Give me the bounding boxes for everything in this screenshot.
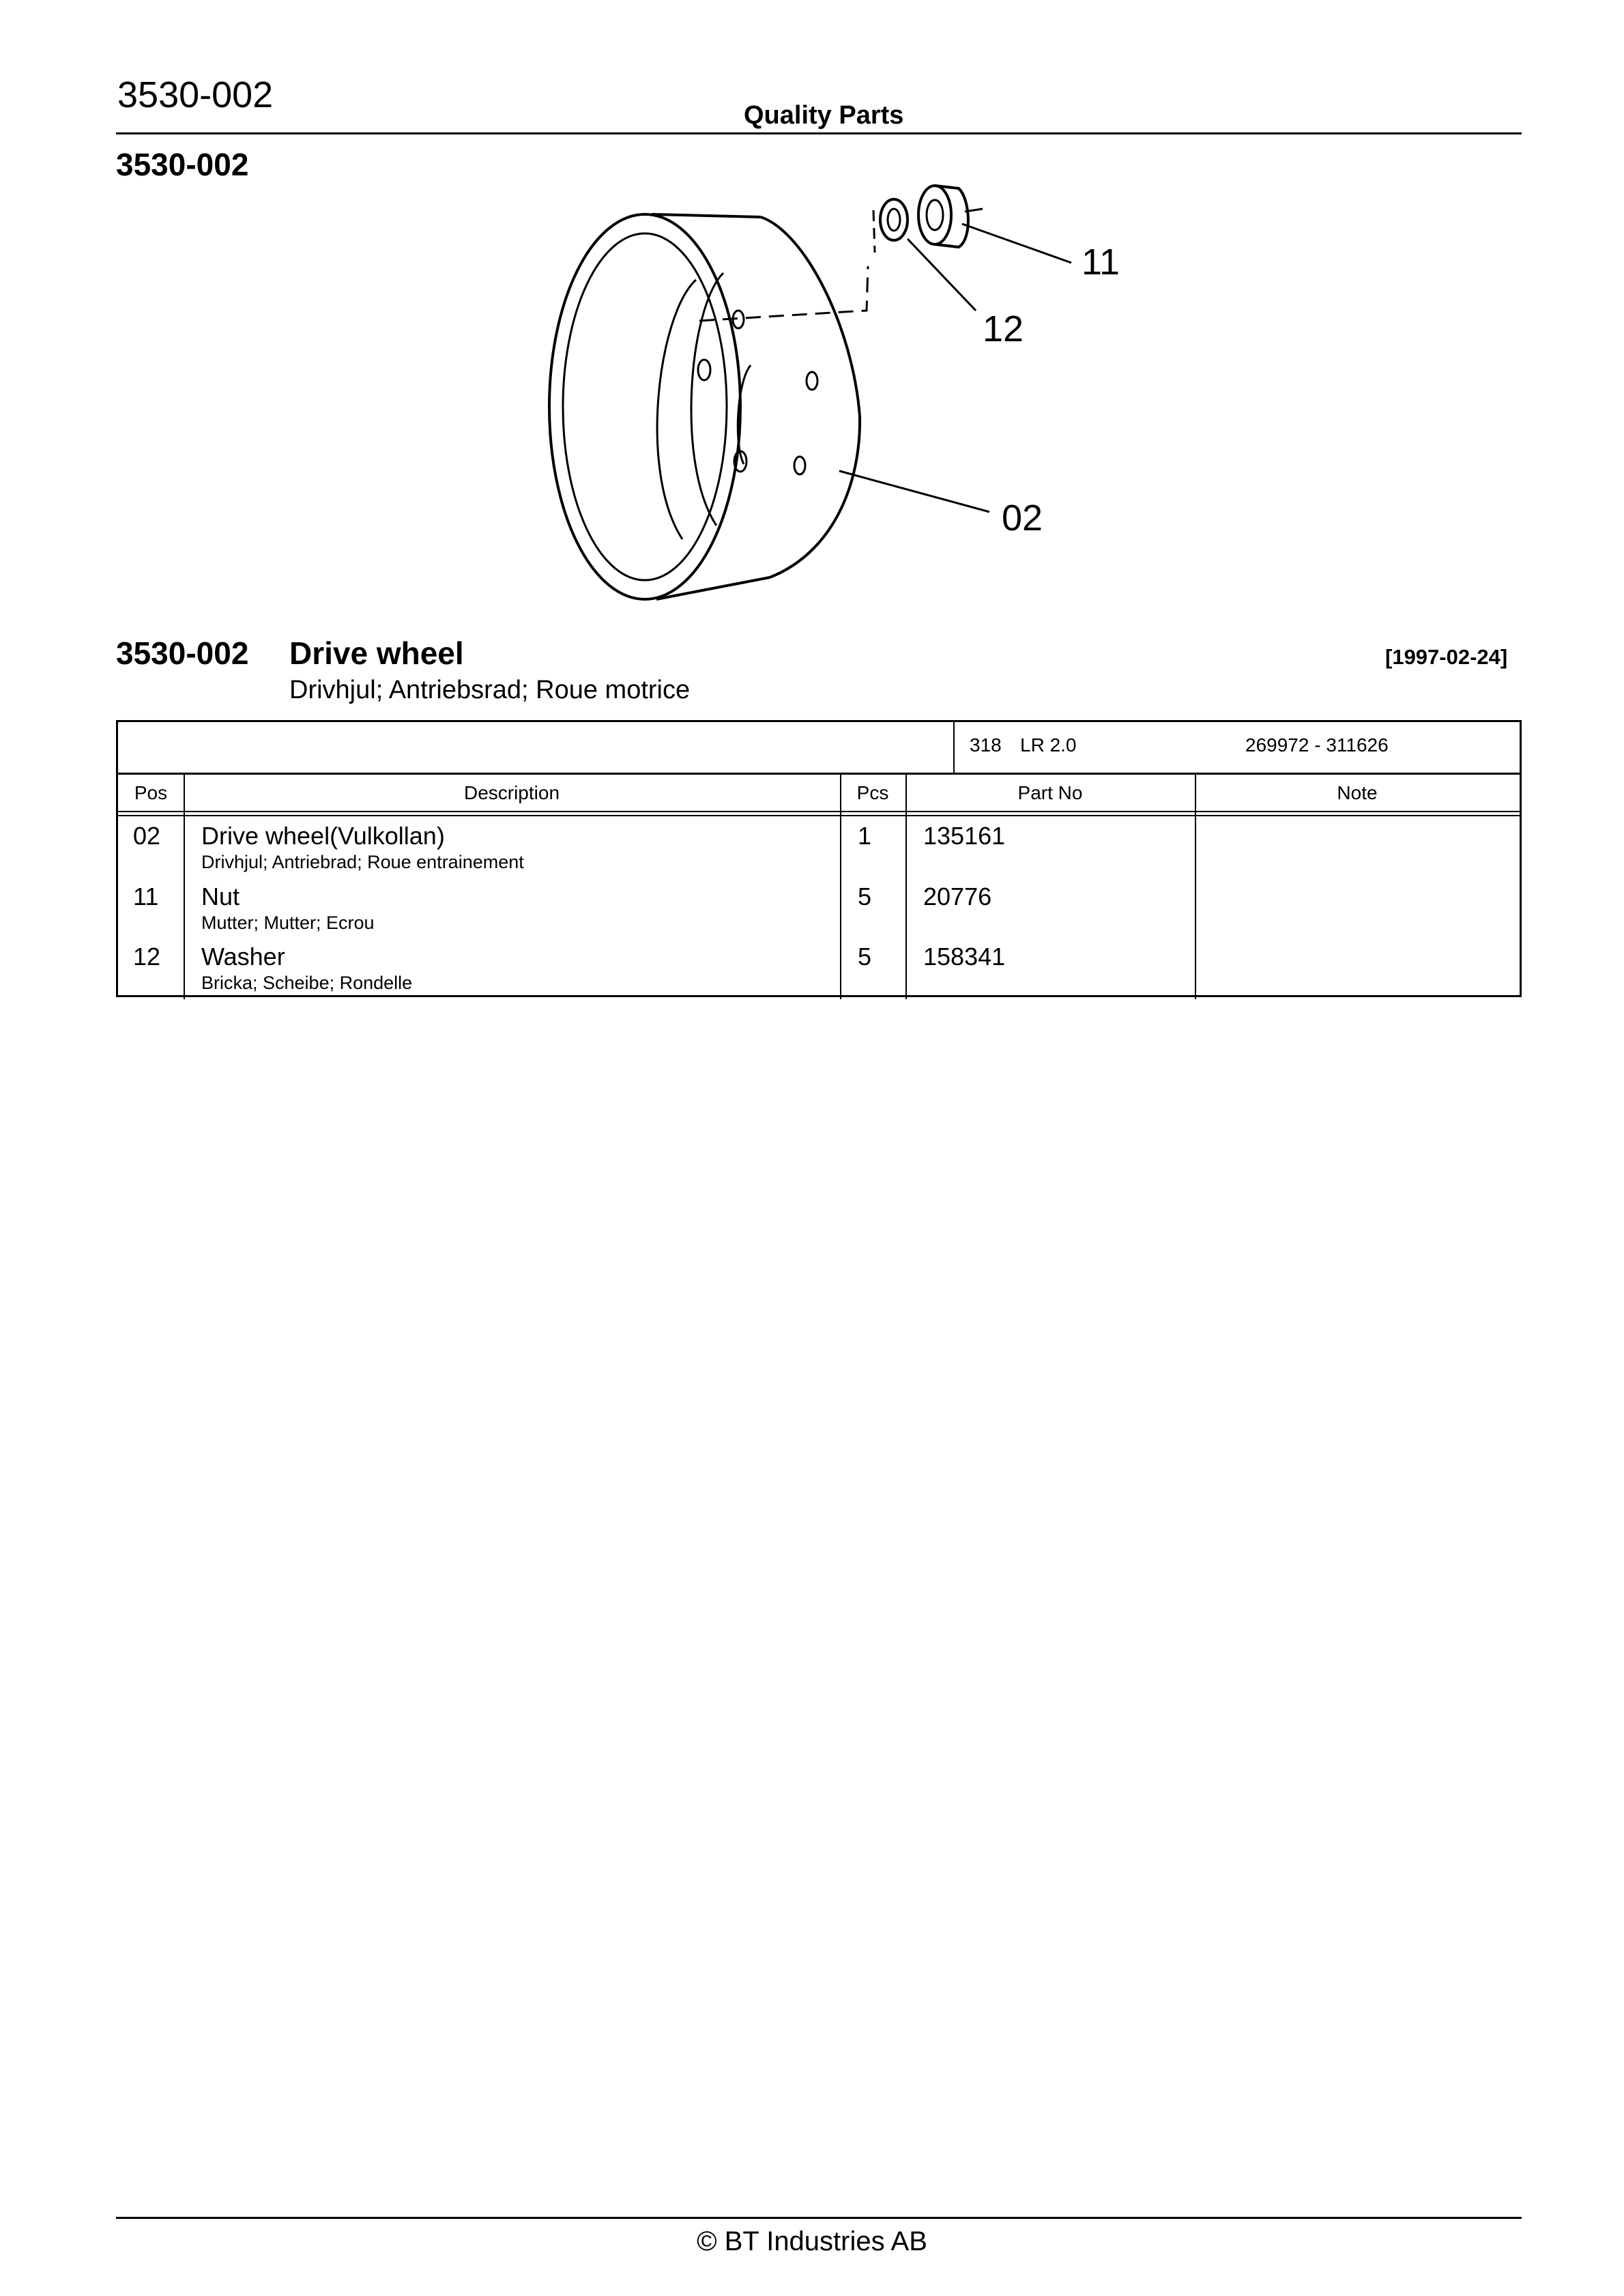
document-code: 3530-002 <box>117 74 274 115</box>
washer-part <box>880 199 908 240</box>
footer-rule <box>116 2217 1522 2219</box>
row-2-pos: 11 <box>133 882 159 910</box>
col-header-note: Note <box>1337 782 1378 803</box>
row-1-pos: 02 <box>133 822 161 850</box>
row-3-pos: 12 <box>133 943 161 971</box>
wheel-tread-bottom <box>656 577 770 599</box>
wheel-tread-top <box>652 214 761 217</box>
model-name: LR 2.0 <box>1020 734 1077 756</box>
group-title: Drive wheel <box>289 635 464 671</box>
row-2-pcs: 5 <box>858 882 872 910</box>
row-2-description-translations: Mutter; Mutter; Ecrou <box>201 913 375 933</box>
section-code: 3530-002 <box>116 147 249 182</box>
group-date: [1997-02-24] <box>1385 645 1508 669</box>
callout-11: 11 <box>1082 242 1120 283</box>
exploded-axis <box>699 266 868 321</box>
group-subtitle: Drivhjul; Antriebsrad; Roue motrice <box>289 676 691 704</box>
col-header-part-no: Part No <box>1017 782 1083 803</box>
hub-flange-curve <box>691 273 723 526</box>
copyright-notice: © BT Industries AB <box>697 2226 927 2256</box>
exploded-parts-diagram <box>512 171 1140 614</box>
col-header-pcs: Pcs <box>856 782 889 803</box>
header-rule <box>116 132 1522 134</box>
row-1-description-translations: Drivhjul; Antriebrad; Roue entrainement <box>201 852 524 872</box>
leader-12 <box>908 239 976 311</box>
row-3-pcs: 5 <box>858 943 872 971</box>
callout-02: 02 <box>1002 498 1043 539</box>
group-code: 3530-002 <box>116 635 249 671</box>
leader-02 <box>839 471 989 512</box>
row-1-part-no: 135161 <box>923 822 1006 850</box>
row-3-description: Washer <box>201 943 285 971</box>
row-3-part-no: 158341 <box>923 943 1006 971</box>
row-2-part-no: 20776 <box>923 882 992 910</box>
row-1-pcs: 1 <box>858 822 872 850</box>
callout-12: 12 <box>983 308 1024 349</box>
serial-range: 269972 - 311626 <box>1245 734 1389 756</box>
row-2-description: Nut <box>201 882 240 910</box>
model-number: 318 <box>970 734 1002 756</box>
row-1-description: Drive wheel(Vulkollan) <box>201 822 445 850</box>
wheel-outer-rim <box>549 214 740 599</box>
row-3-description-translations: Bricka; Scheibe; Rondelle <box>201 973 413 993</box>
leader-11 <box>962 224 1071 263</box>
header-title: Quality Parts <box>744 101 904 130</box>
col-header-pos: Pos <box>134 782 168 803</box>
wheel-inner-rim <box>563 233 727 580</box>
wheel-back-edge <box>761 217 860 577</box>
parts-table <box>116 720 1522 997</box>
col-header-description: Description <box>463 782 560 803</box>
